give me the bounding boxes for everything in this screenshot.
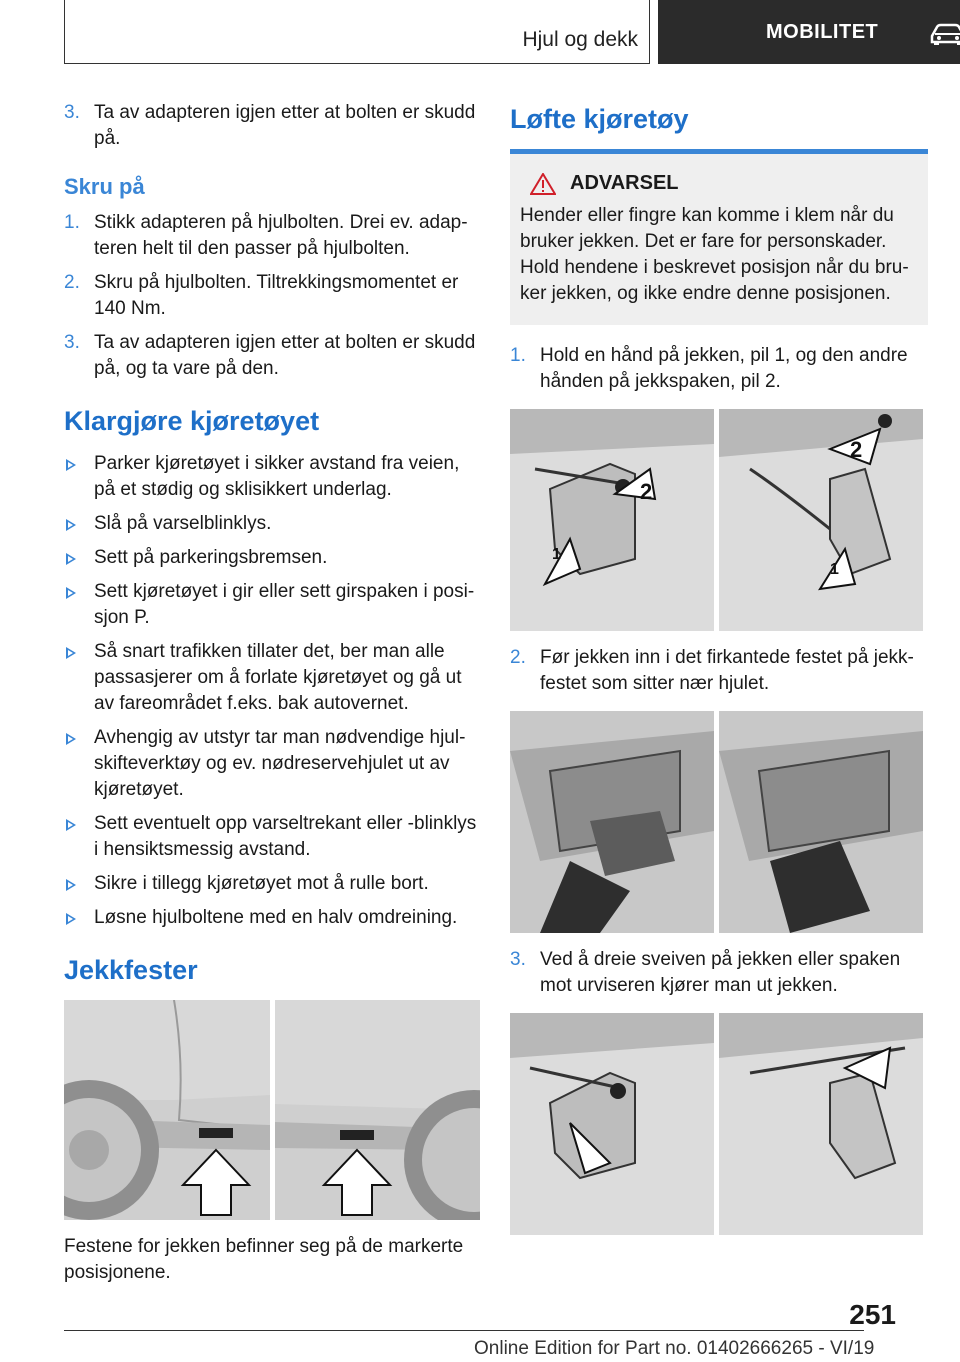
step-text: Ved å dreie sveiven på jekken eller spaken mot urviseren kjører man ut jekken.	[540, 949, 901, 996]
step-number: 3.	[64, 332, 80, 353]
header-bottom-rule	[64, 63, 650, 64]
bullet-triangle-icon	[66, 913, 76, 925]
bullet-triangle-icon	[66, 459, 76, 471]
list-item	[64, 905, 482, 931]
warning-text: Hender eller fingre kan komme i klem når du bruker jekken. Det er fare for personskader. Hold hendene i beskrevet posisjon når du bruker jekken, og ikke endre denne posisjonen.	[520, 205, 909, 304]
step-number: 3.	[64, 102, 80, 123]
warning-title-row	[520, 172, 918, 195]
bullet-triangle-icon	[66, 819, 76, 831]
step-text: Før jekken inn i det firkantede festet på jekkfestet som sitter nær hjulet.	[540, 647, 914, 694]
bullet-text: Sett på parkeringsbremsen.	[94, 547, 328, 568]
step-number: 3.	[510, 949, 526, 970]
right-column	[510, 100, 928, 1235]
warning-box	[510, 149, 928, 325]
header-right-rule	[649, 0, 650, 64]
header-left-rule	[64, 0, 65, 64]
bullet-text: Sikre i tillegg kjøretøyet mot å rulle bort.	[94, 873, 429, 894]
step-number: 1.	[510, 345, 526, 366]
list-item	[64, 725, 482, 803]
warning-title: ADVARSEL	[570, 172, 679, 194]
chapter-label: MOBILITET	[766, 20, 879, 43]
bullet-triangle-icon	[66, 519, 76, 531]
bullet-triangle-icon	[66, 879, 76, 891]
list-item	[64, 811, 482, 863]
bullet-text: Slå på varselblinklys.	[94, 513, 272, 534]
list-item	[64, 210, 482, 262]
step-text: Hold en hånd på jekken, pil 1, og den andre hånden på jekkspaken, pil 2.	[540, 345, 908, 392]
jack-hands-figure	[510, 409, 923, 631]
list-item	[64, 639, 482, 717]
jack-crank-figure	[510, 1013, 923, 1235]
list-item	[510, 343, 928, 395]
list-item	[64, 871, 482, 897]
jekkfester-caption: Festene for jekken befinner seg på de markerte posisjonene.	[64, 1236, 464, 1283]
lofte-heading: Løfte kjøretøy	[510, 104, 689, 134]
list-item	[510, 947, 928, 999]
jack-hands-illustration	[510, 409, 923, 631]
arrow-2-label: 2	[640, 479, 653, 504]
jack-mount-illustration	[510, 711, 923, 933]
bullet-text: Så snart trafikken tillater det, ber man alle passasjerer om å forlate kjøretøyet og gå ut av fareområdet f.eks. bak autovernet.	[94, 641, 462, 714]
skru-pa-heading: Skru på	[64, 174, 145, 199]
warning-triangle-icon	[530, 173, 556, 195]
step-number: 1.	[64, 212, 80, 233]
list-item	[64, 451, 482, 503]
header-section-title: Hjul og dekk	[522, 28, 638, 51]
left-column	[64, 100, 482, 1286]
jekkfester-heading: Jekkfester	[64, 955, 198, 985]
bullet-text: Sett eventuelt opp varseltrekant eller -blinklys i hensiktsmessig avstand.	[94, 813, 477, 860]
list-item	[64, 545, 482, 571]
jack-crank-illustration	[510, 1013, 923, 1235]
footer-rule	[64, 1330, 864, 1331]
footer-edition: Online Edition for Part no. 01402666265 - VI/19	[474, 1338, 875, 1359]
list-item	[510, 645, 928, 697]
step-number: 2.	[64, 272, 80, 293]
bullet-triangle-icon	[66, 647, 76, 659]
arrow-1-label-right: 1	[830, 561, 839, 578]
list-item	[64, 579, 482, 631]
list-item	[64, 270, 482, 322]
klargjore-heading: Klargjøre kjøretøyet	[64, 406, 320, 436]
car-icon	[928, 22, 960, 46]
bullet-text: Sett kjøretøyet i gir eller sett girspaken i posisjon P.	[94, 581, 475, 628]
bullet-text: Avhengig av utstyr tar man nødvendige hjulskifteverktøy og ev. nødreservehjulet ut av kjøretøyet.	[94, 727, 466, 800]
arrow-2-label-right: 2	[850, 437, 863, 462]
step-text: Ta av adapteren igjen etter at bolten er skudd på, og ta vare på den.	[94, 332, 476, 379]
bullet-text: Parker kjøretøyet i sikker avstand fra veien, på et stødig og sklisikkert underlag.	[94, 453, 460, 500]
step-text: Stikk adapteren på hjulbolten. Drei ev. adapteren helt til den passer på hjulbolten.	[94, 212, 468, 259]
bullet-triangle-icon	[66, 553, 76, 565]
list-item	[64, 511, 482, 537]
step-number: 2.	[510, 647, 526, 668]
jack-points-figure	[64, 1000, 480, 1220]
step-text: Ta av adapteren igjen etter at bolten er skudd på.	[94, 102, 476, 149]
bullet-triangle-icon	[66, 587, 76, 599]
bullet-text: Løsne hjulboltene med en halv omdreining.	[94, 907, 458, 928]
list-item	[64, 330, 482, 382]
jack-points-illustration	[64, 1000, 480, 1220]
header-chapter-tab[interactable]	[658, 0, 960, 64]
intro-step	[64, 100, 482, 152]
arrow-1-label: 1	[552, 546, 561, 563]
page-number: 251	[849, 1299, 896, 1330]
step-text: Skru på hjulbolten. Tiltrekkingsmomentet er 140 Nm.	[94, 272, 459, 319]
bullet-triangle-icon	[66, 733, 76, 745]
jack-mount-figure	[510, 711, 923, 933]
